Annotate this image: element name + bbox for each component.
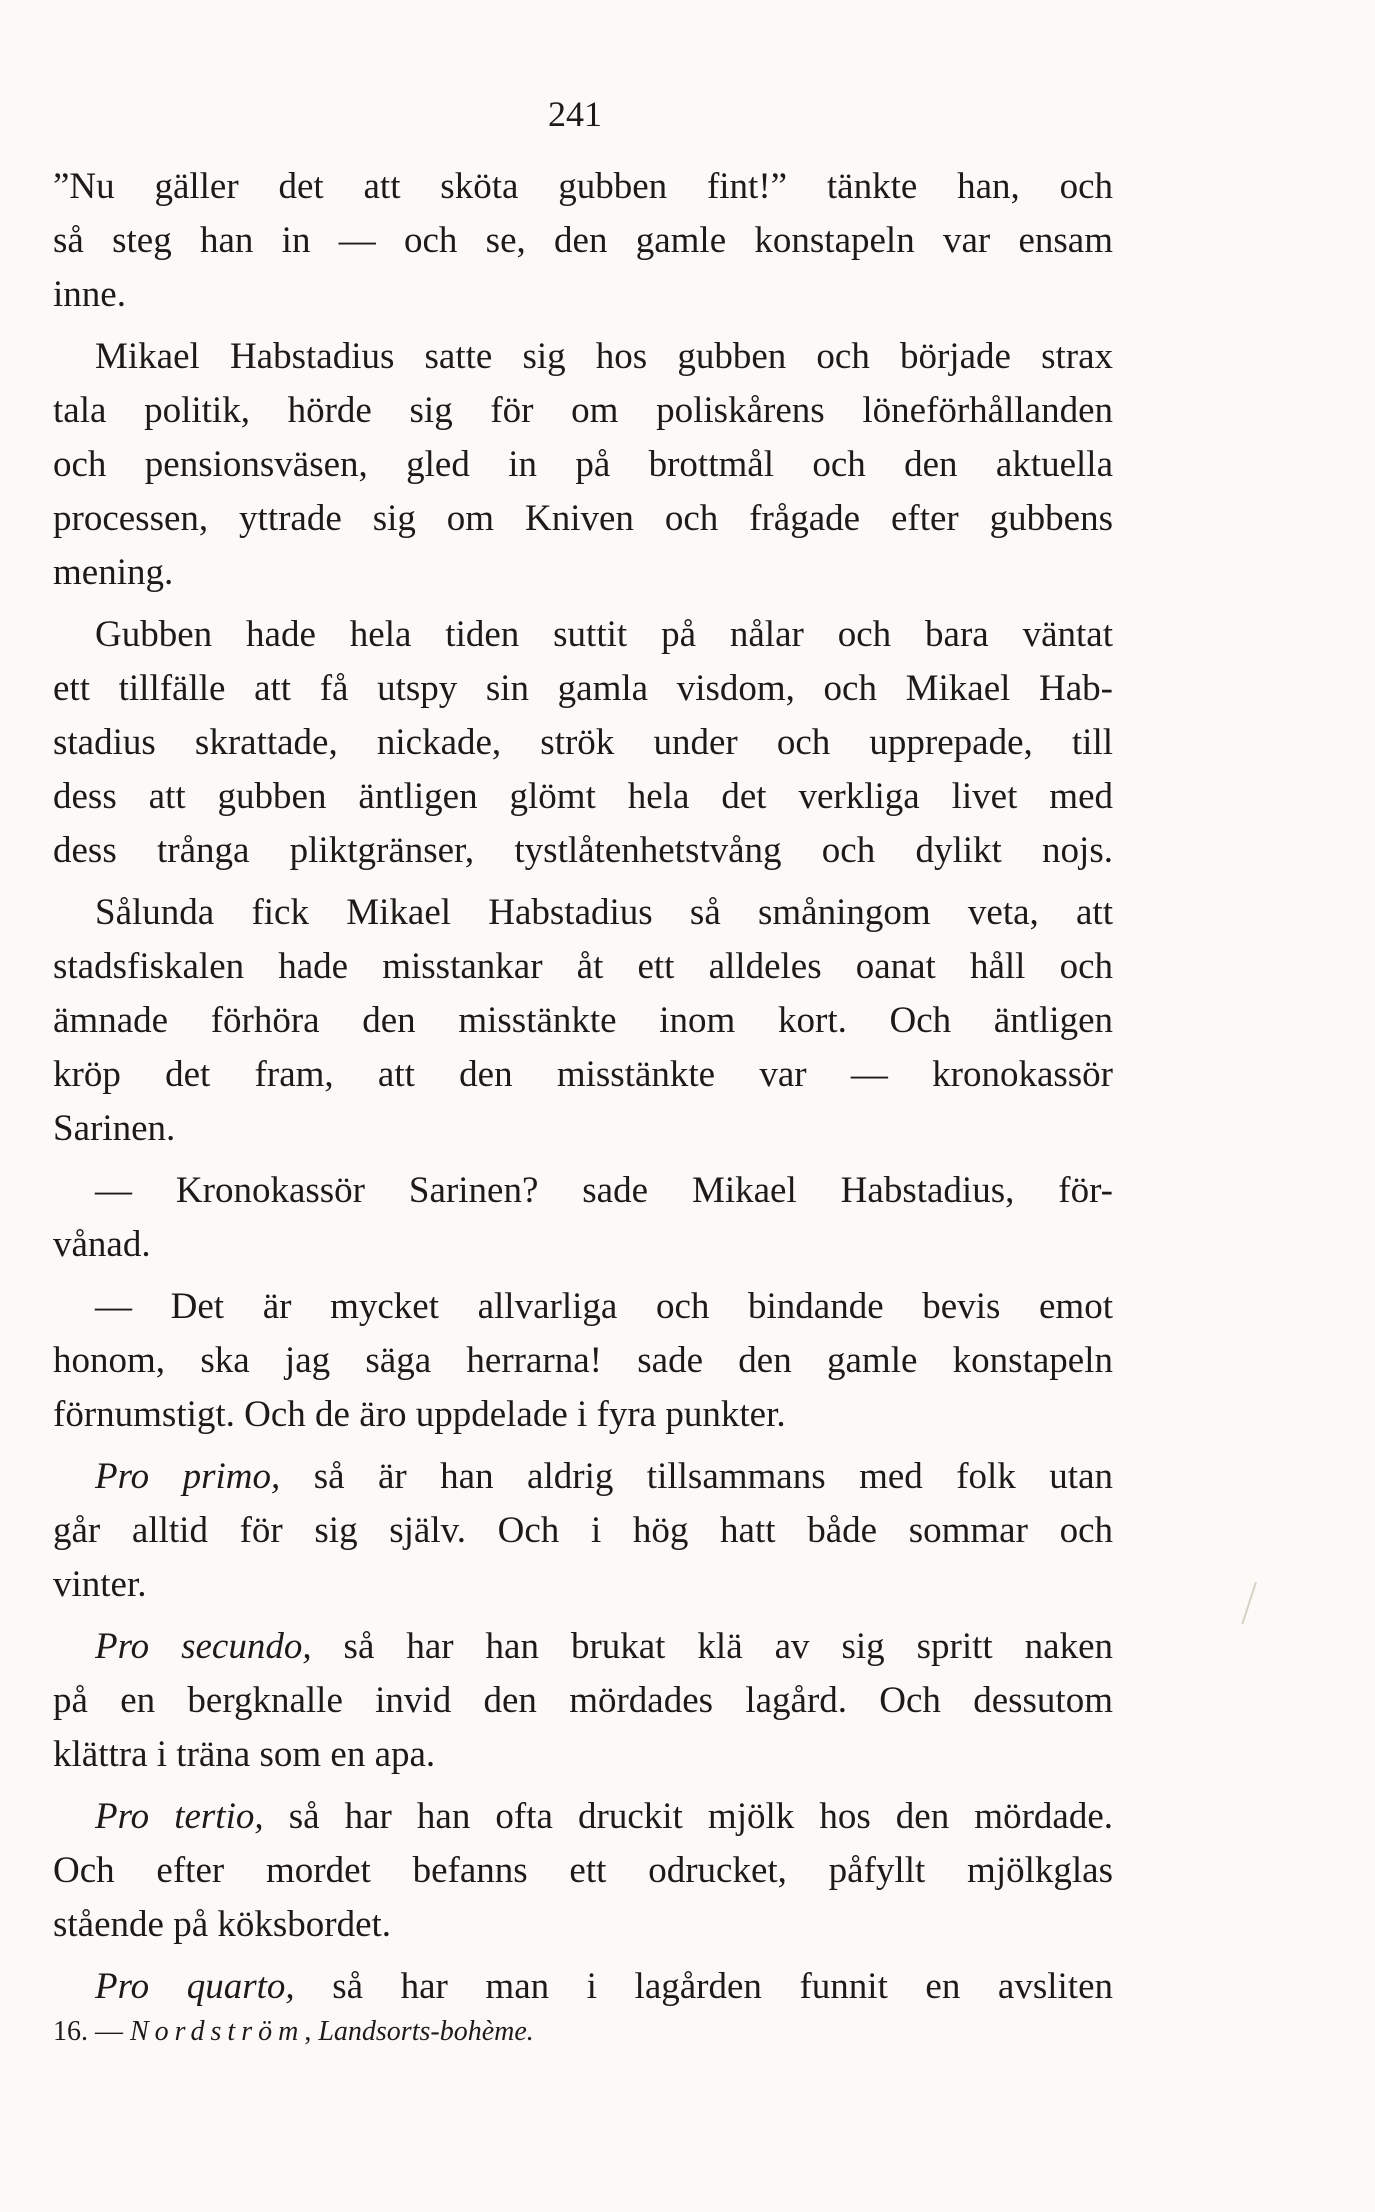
text-line (53, 546, 1113, 600)
text-line (53, 824, 1113, 878)
footer-dash: — (88, 2016, 130, 2047)
text-line (53, 1844, 1113, 1898)
line-text: ämnade förhöra den misstänkte inom kort. Och äntligen (53, 1000, 1113, 1041)
paragraph (53, 160, 1113, 322)
text-line (53, 1790, 1113, 1844)
line-text: vinter. (53, 1564, 147, 1605)
line-text: klättra i träna som en apa. (53, 1734, 436, 1775)
text-line (53, 1504, 1113, 1558)
text-line (53, 1898, 1113, 1952)
line-text: och pensionsväsen, gled in på brottmål och den aktuella (53, 444, 1113, 485)
text-line (53, 1450, 1113, 1504)
line-text: — Kronokassör Sarinen? sade Mikael Habstadius, för- (95, 1170, 1113, 1211)
line-text: Gubben hade hela tiden suttit på nålar och bara väntat (95, 614, 1113, 655)
line-text: stadsfiskalen hade misstankar åt ett alldeles oanat håll och (53, 946, 1113, 987)
text-line (53, 160, 1113, 214)
text-line (53, 214, 1113, 268)
page-footer (53, 2012, 534, 2052)
line-text: stående på köksbordet. (53, 1904, 392, 1945)
text-line (53, 1218, 1113, 1272)
italic-phrase: Pro secundo, (95, 1626, 312, 1667)
paragraph (53, 1960, 1113, 2014)
line-text: Och efter mordet befanns ett odrucket, påfyllt mjölkglas (53, 1850, 1113, 1891)
text-line (53, 438, 1113, 492)
text-line (53, 384, 1113, 438)
footer-separator: , (304, 2016, 319, 2047)
margin-pencil-mark (1241, 1582, 1262, 1626)
line-text: så steg han in — och se, den gamle konstapeln var ensam (53, 220, 1113, 261)
italic-phrase: Pro tertio, (95, 1796, 264, 1837)
text-line (53, 1102, 1113, 1156)
line-text: mening. (53, 552, 174, 593)
text-line (53, 886, 1113, 940)
line-text: — Det är mycket allvarliga och bindande bevis emot (95, 1286, 1113, 1327)
text-line (53, 608, 1113, 662)
italic-phrase: Pro quarto, (95, 1966, 295, 2007)
line-text: ”Nu gäller det att sköta gubben fint!” tänkte han, och (53, 166, 1113, 207)
footer-title: Landsorts-bohème. (318, 2016, 534, 2047)
paragraph (53, 1620, 1113, 1782)
text-line (53, 492, 1113, 546)
text-line (53, 1728, 1113, 1782)
line-text: så är han aldrig tillsammans med folk utan (280, 1456, 1113, 1497)
text-line (53, 994, 1113, 1048)
text-line (53, 1048, 1113, 1102)
text-line (53, 940, 1113, 994)
line-text: går alltid för sig själv. Och i hög hatt både sommar och (53, 1510, 1113, 1551)
footer-signature: 16. (53, 2016, 88, 2047)
text-line (53, 330, 1113, 384)
page-number: 241 (548, 94, 602, 134)
text-line (53, 1388, 1113, 1442)
line-text: Sålunda fick Mikael Habstadius så småningom veta, att (95, 892, 1113, 933)
text-line (53, 1674, 1113, 1728)
text-line (53, 1164, 1113, 1218)
line-text: dess att gubben äntligen glömt hela det verkliga livet med (53, 776, 1113, 817)
line-text: Sarinen. (53, 1108, 176, 1149)
line-text: inne. (53, 274, 126, 315)
line-text: så har han ofta druckit mjölk hos den mördade. (263, 1796, 1113, 1837)
paragraph (53, 608, 1113, 878)
line-text: på en bergknalle invid den mördades lagård. Och dessutom (53, 1680, 1113, 1721)
italic-phrase: Pro primo, (95, 1456, 281, 1497)
line-text: honom, ska jag säga herrarna! sade den gamle konstapeln (53, 1340, 1113, 1381)
text-line (53, 662, 1113, 716)
paragraph (53, 1450, 1113, 1612)
line-text: förnumstigt. Och de äro uppdelade i fyra punkter. (53, 1394, 786, 1435)
text-line (53, 268, 1113, 322)
line-text: Mikael Habstadius satte sig hos gubben och började strax (95, 336, 1113, 377)
text-line (53, 716, 1113, 770)
text-line (53, 1558, 1113, 1612)
line-text: tala politik, hörde sig för om poliskårens löneförhållanden (53, 390, 1113, 431)
line-text: processen, yttrade sig om Kniven och frågade efter gubbens (53, 498, 1113, 539)
paragraph (53, 1164, 1113, 1272)
text-line (53, 1334, 1113, 1388)
book-page (53, 0, 1113, 2212)
text-line (53, 1620, 1113, 1674)
line-text: så har man i lagården funnit en avsliten (294, 1966, 1113, 2007)
line-text: så har han brukat klä av sig spritt naken (311, 1626, 1114, 1667)
line-text: vånad. (53, 1224, 151, 1265)
paragraph (53, 886, 1113, 1156)
footer-author: Nordström (130, 2016, 305, 2047)
text-line (53, 1960, 1113, 2014)
line-text: stadius skrattade, nickade, strök under och upprepade, till (53, 722, 1113, 763)
paragraph (53, 330, 1113, 600)
line-text: dess trånga pliktgränser, tystlåtenhetstvång och dylikt nojs. (53, 830, 1113, 871)
paragraph (53, 1280, 1113, 1442)
body-text (53, 160, 1113, 2022)
line-text: ett tillfälle att få utspy sin gamla visdom, och Mikael Hab- (53, 668, 1113, 709)
text-line (53, 770, 1113, 824)
text-line (53, 1280, 1113, 1334)
line-text: kröp det fram, att den misstänkte var — kronokassör (53, 1054, 1113, 1095)
paragraph (53, 1790, 1113, 1952)
